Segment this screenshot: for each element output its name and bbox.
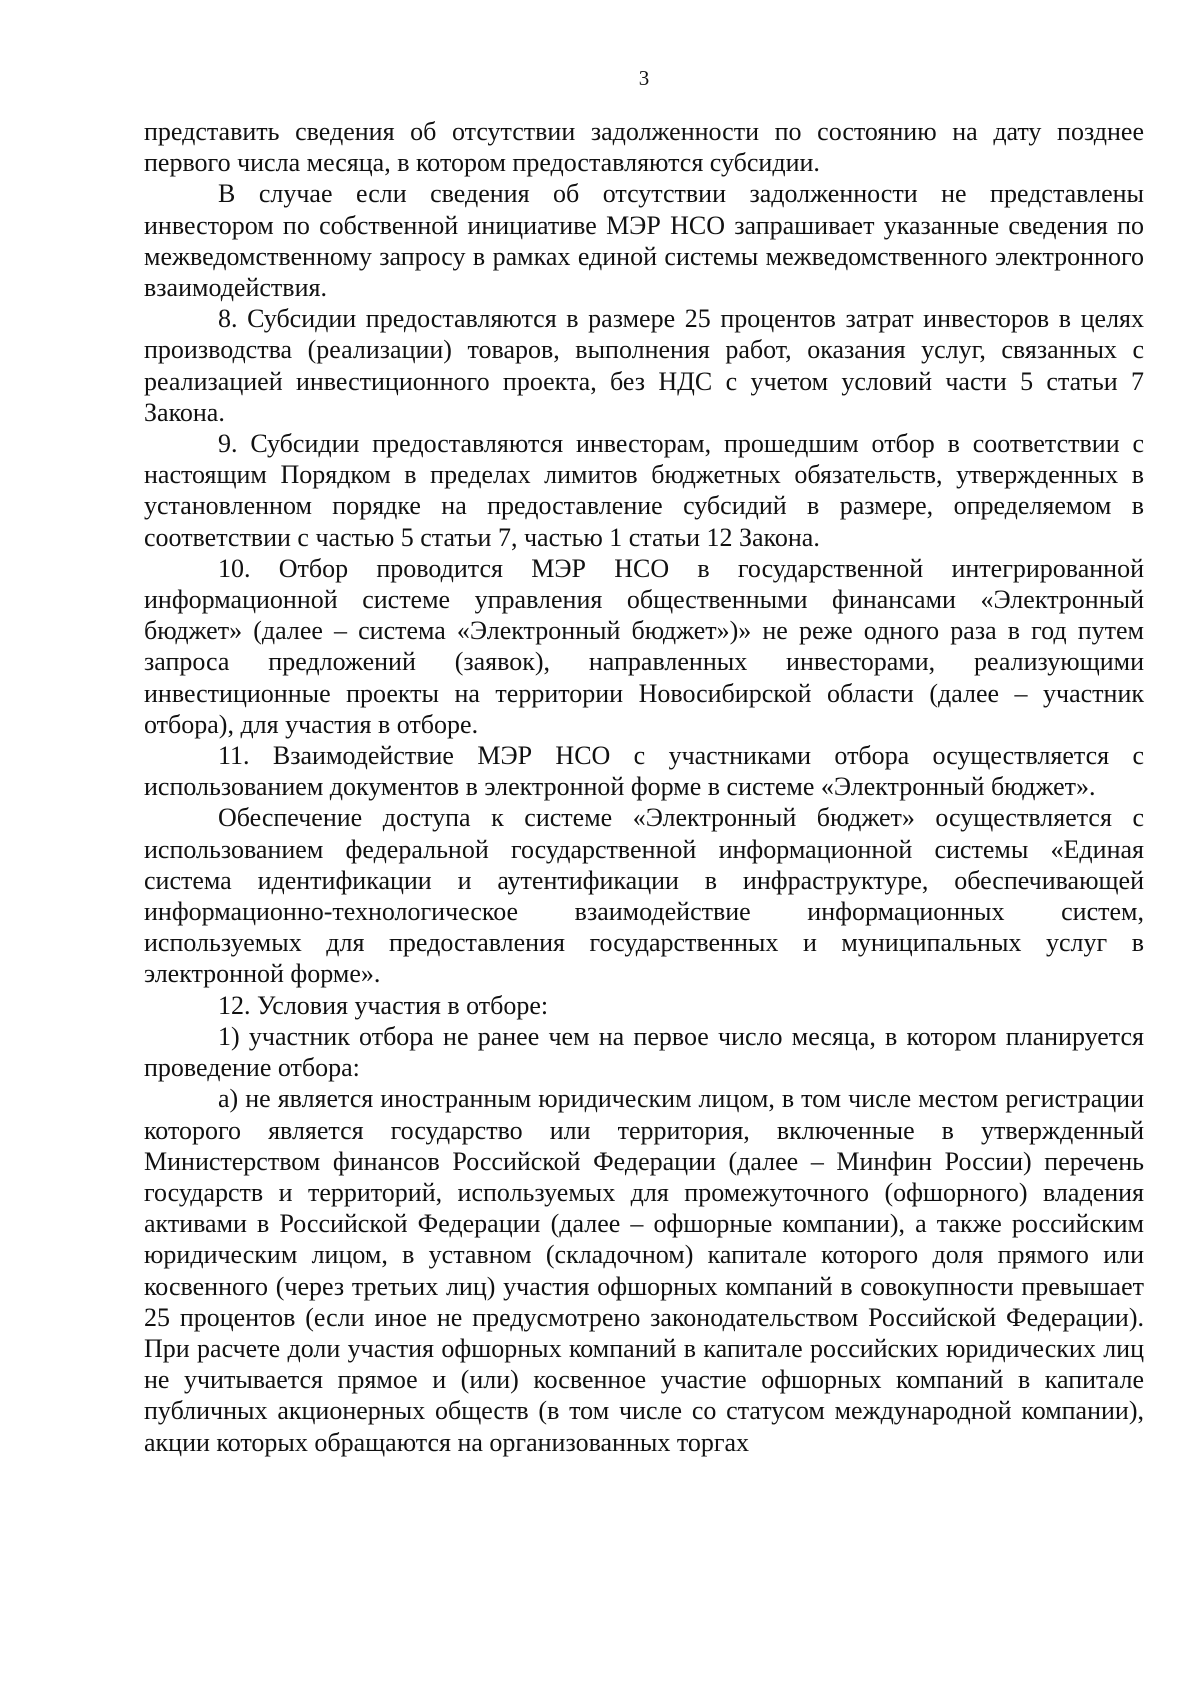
paragraph-subitem-1: 1) участник отбора не ранее чем на первое число месяца, в котором планируется проведение отбора: [144,1021,1144,1083]
document-body [144,116,1144,1458]
paragraph-interagency-request: В случае если сведения об отсутствии задолженности не представлены инвестором по собственной инициативе МЭР НСО запрашивает указанные сведения по межведомственному запросу в рамках единой системы межведомственного электронного взаимодействия. [144,179,1144,303]
paragraph-debt-info-continuation: представить сведения об отсутствии задолженности по состоянию на дату позднее первого числа месяца, в котором предоставляются субсидии. [144,117,1144,178]
paragraph-item-11: 11. Взаимодействие МЭР НСО с участниками отбора осуществляется с использованием документов в электронной форме в системе «Электронный бюджет». [144,741,1144,802]
page-number: 3 [638,66,650,90]
paragraph-item-8: 8. Субсидии предоставляются в размере 25 процентов затрат инвесторов в целях производства (реализации) товаров, выполнения работ, оказания услуг, связанных с реализацией инвестиционного проекта, без НДС с учетом условий части 5 статьи 7 Закона. [144,304,1144,427]
paragraph-item-12: 12. Условия участия в отборе: [218,990,549,1020]
paragraph-item-9: 9. Субсидии предоставляются инвесторам, прошедшим отбор в соответствии с настоящим Порядком в пределах лимитов бюджетных обязательств, утвержденных в установленном порядке на предоставление субсидий в размере, определяемом в соответствии с частью 5 статьи 7, частью 1 статьи 12 Закона. [144,429,1144,552]
paragraph-subitem-a: а) не является иностранным юридическим лицом, в том числе местом регистрации которого является государство или территория, включенные в утвержденный Министерством финансов Российской Федерации (далее – Минфин России) перечень государств и территорий, используемых для промежуточного (офшорного) владения активами в Российской Федерации (далее – офшорные компании), а также российским юридическим лицом, в уставном (складочном) капитале которого доля прямого или косвенного (через третьих лиц) участия офшорных компаний в совокупности превышает 25 процентов (если иное не предусмотрено законодательством Российской Федерации). При расчете доли участия офшорных компаний в капитале российских юридических лиц не учитывается прямое и (или) косвенное участие офшорных компаний в капитале публичных акционерных обществ (в том числе со статусом международной компании), акции которых обращаются на организованных торгах [144,1084,1144,1457]
paragraph-item-10: 10. Отбор проводится МЭР НСО в государственной интегрированной информационной системе управления общественными финансами «Электронный бюджет» (далее – система «Электронный бюджет»)» не реже одного раза в год путем запроса предложений (заявок), направленных инвесторами, реализующими инвестиционные проекты на территории Новосибирской области (далее – участник отбора), для участия в отборе. [144,553,1144,739]
paragraph-access-provision: Обеспечение доступа к системе «Электронный бюджет» осуществляется с использованием федеральной государственной информационной системы «Единая система идентификации и аутентификации в инфраструктуре, обеспечивающей информационно-технологическое взаимодействие информационных систем, используемых для предоставления государственных и муниципальных услуг в электронной форме». [144,803,1144,989]
